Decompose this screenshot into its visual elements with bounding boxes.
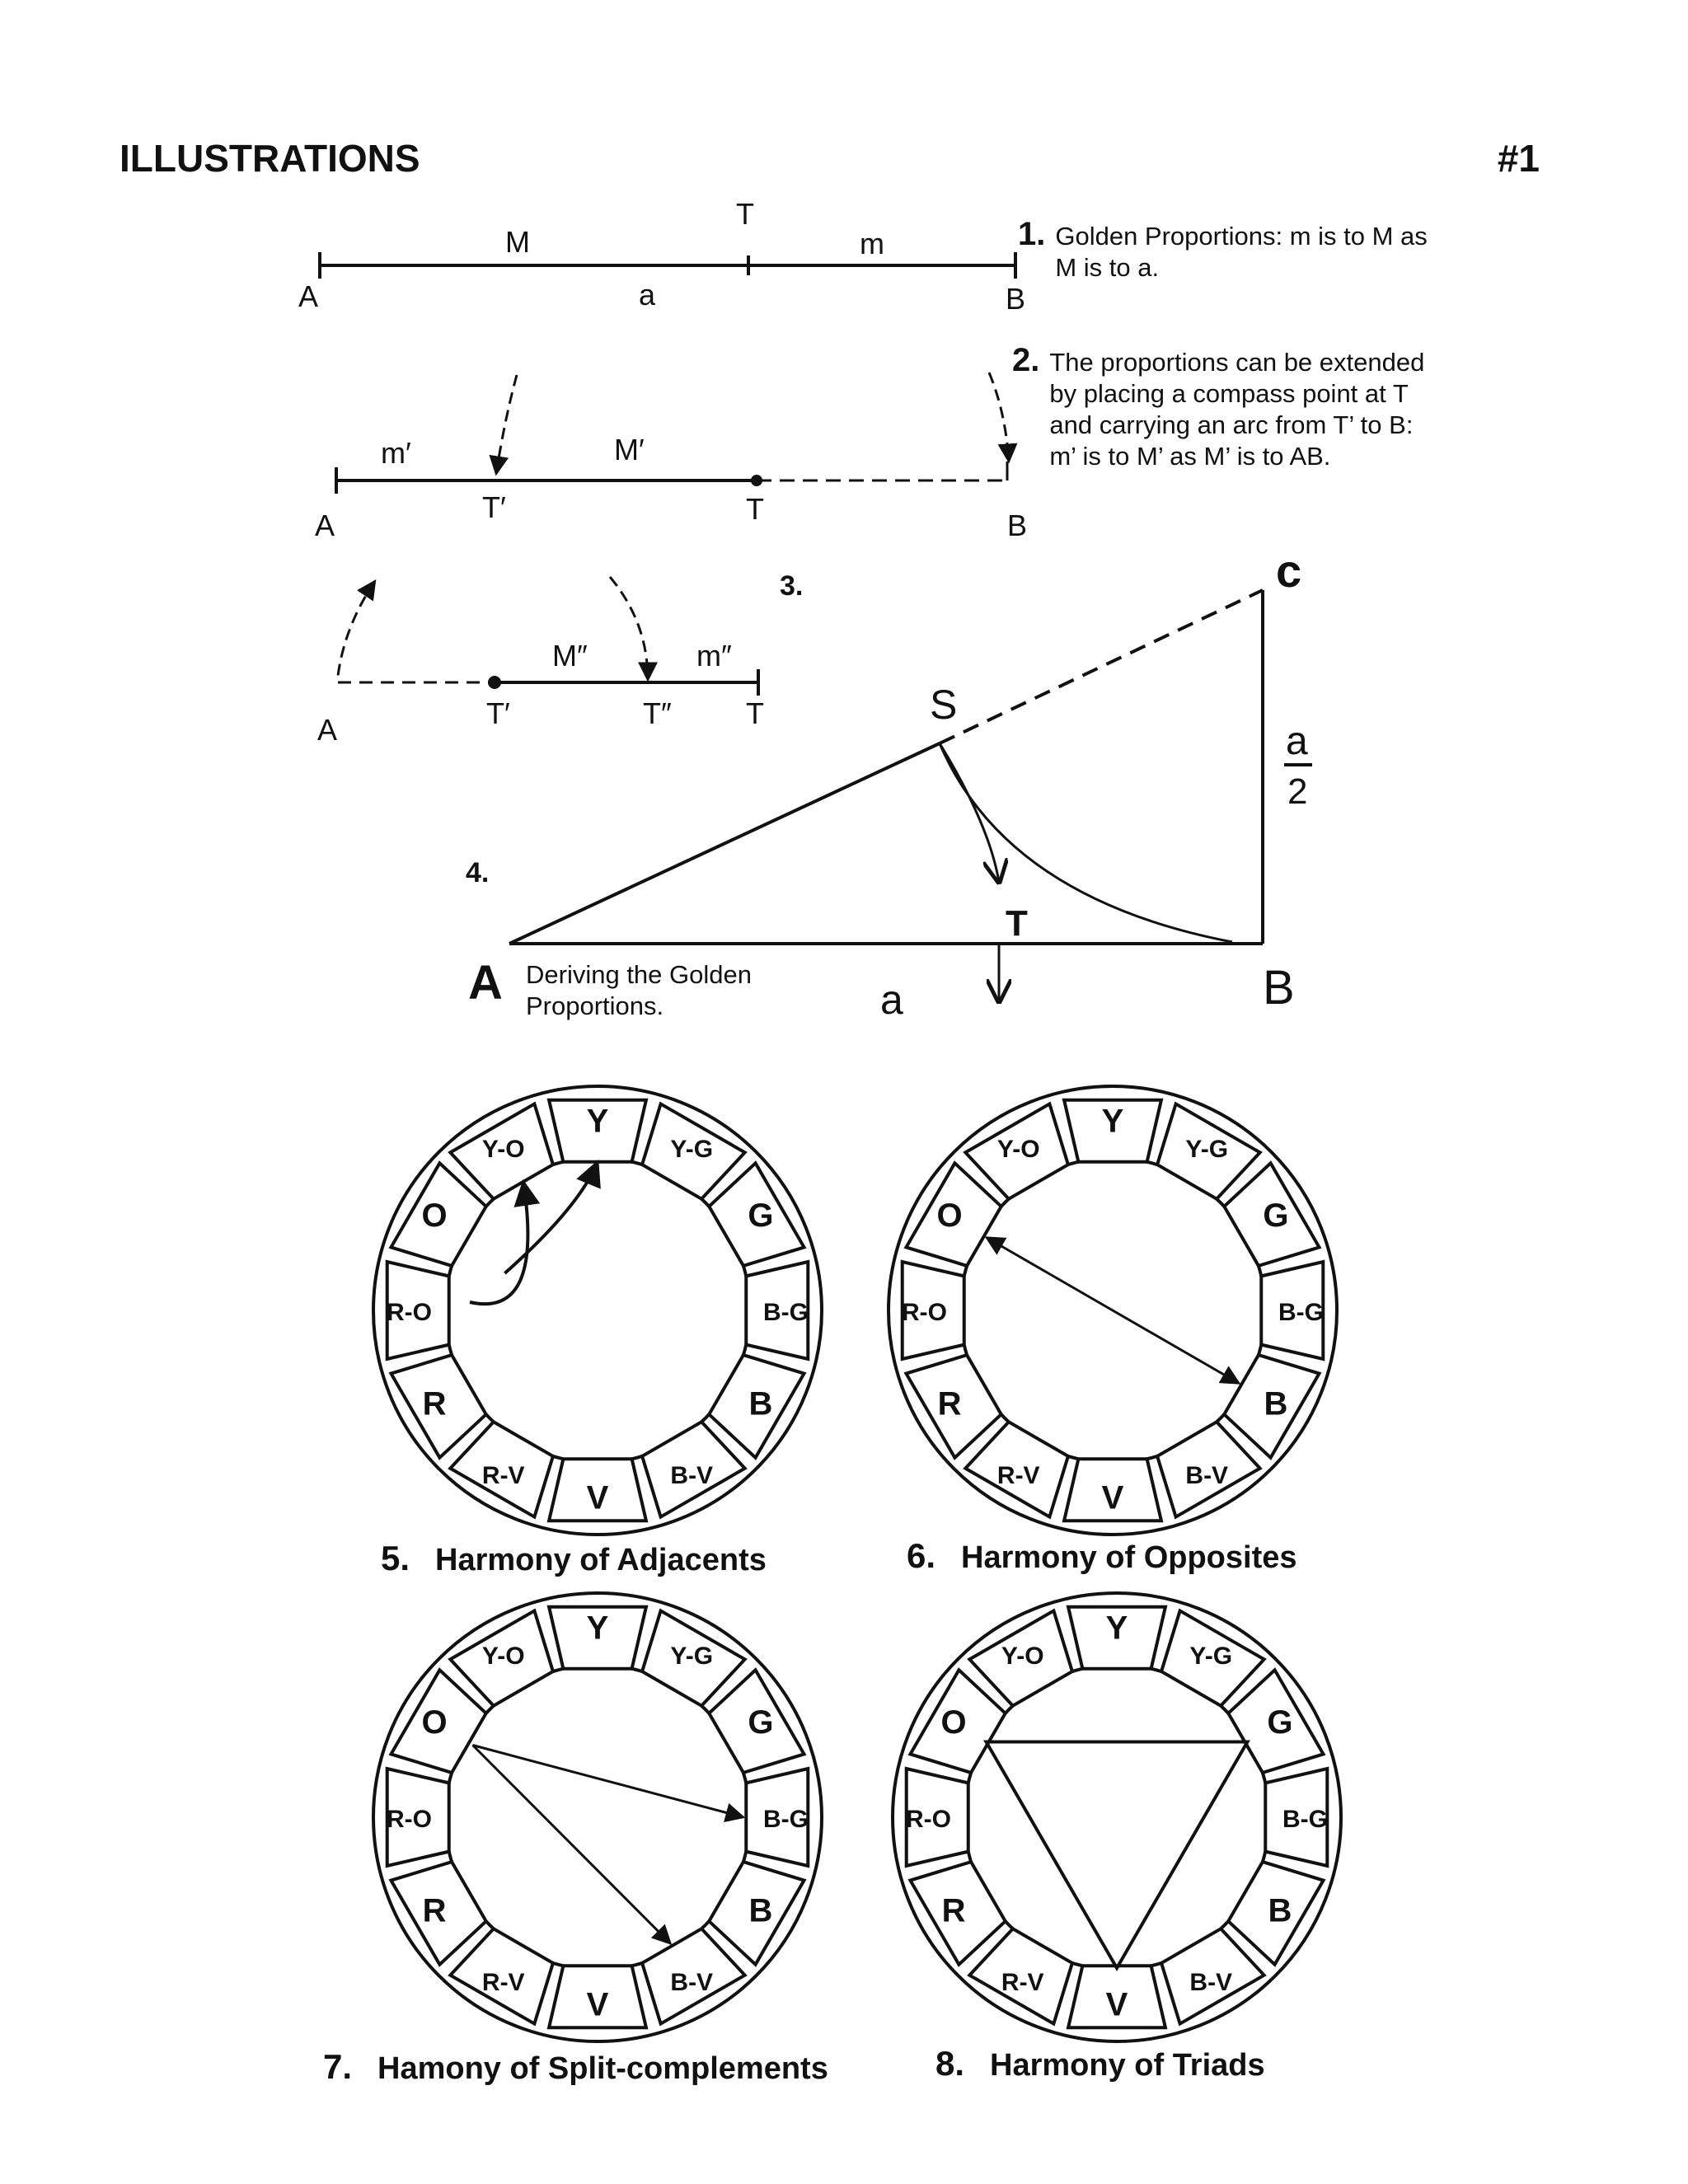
fig3-label-small-m-dprime: m″ xyxy=(696,639,732,673)
wheel-caption-number: 6. xyxy=(907,1536,936,1575)
wheel-segment-label-r-o: R-O xyxy=(387,1299,432,1326)
wheel-segment-label-o: O xyxy=(421,1197,448,1234)
color-wheel-split-complements xyxy=(323,1593,828,2086)
wheel-segment-label-b-v: B-V xyxy=(670,1461,714,1489)
fig4-number: 4. xyxy=(466,857,490,888)
color-wheel-adjacents xyxy=(373,1086,822,1577)
wheel-segment-label-y-o: Y-O xyxy=(1001,1643,1044,1671)
wheel-caption-number: 5. xyxy=(381,1539,410,1577)
fig4-label-a-length: a xyxy=(880,977,903,1023)
fig4-arc-s-to-b xyxy=(940,743,1232,942)
fig4-label-a-half-num: a xyxy=(1286,719,1308,763)
fig4-label-b-point: B xyxy=(1263,961,1295,1015)
wheel-segment-label-y: Y xyxy=(586,1610,609,1647)
wheel-segment-label-r-o: R-O xyxy=(906,1806,951,1833)
figure2-caption: The proportions can be extended by placing a compass point at T and carrying an arc from T’ to B: m’ is to M’ as M’ is to AB. xyxy=(1049,348,1425,471)
fig2-point-t xyxy=(753,476,761,485)
fig1-label-a-point: A xyxy=(298,279,319,313)
page-title: ILLUSTRATIONS xyxy=(120,137,420,180)
fig3-number: 3. xyxy=(780,570,804,602)
wheel-segment-label-g: G xyxy=(1267,1704,1293,1741)
fig3-label-t-dprime: T″ xyxy=(643,696,672,730)
page-number: #1 xyxy=(1497,137,1540,180)
figure1-caption: Golden Proportions: m is to M as M is to a. xyxy=(1055,222,1428,282)
color-wheels-group xyxy=(323,1086,1341,2086)
figure2-caption-number: 2. xyxy=(1012,342,1040,378)
wheel-segment-label-b: B xyxy=(748,1892,773,1929)
fig1-label-big-m: M xyxy=(505,225,530,259)
wheel-caption-title: Harmony of Opposites xyxy=(961,1540,1297,1575)
wheel-caption-number: 7. xyxy=(323,2047,353,2086)
figure3-extension xyxy=(338,577,758,696)
wheel-inner-ring xyxy=(445,1665,750,1970)
fig2-label-big-m-prime: M′ xyxy=(614,433,645,466)
wheel-segment-label-g: G xyxy=(748,1704,774,1741)
figure1-caption-number: 1. xyxy=(1018,216,1046,252)
fig2-label-b: B xyxy=(1007,509,1028,542)
fig3-arc-left xyxy=(338,581,375,676)
fig3-label-big-m-dprime: M″ xyxy=(552,639,588,673)
fig4-label-s: S xyxy=(930,682,958,728)
fig1-label-small-m: m xyxy=(860,227,884,260)
fig2-label-t: T xyxy=(746,492,764,526)
wheel-segment-label-r: R xyxy=(937,1385,962,1422)
wheel-segment-label-b-v: B-V xyxy=(1185,1461,1229,1489)
wheel-segment-label-b: B xyxy=(1264,1385,1288,1422)
wheel-segment-label-b-v: B-V xyxy=(670,1968,714,1996)
wheel-segment-label-r-v: R-V xyxy=(1001,1968,1044,1996)
wheel-segment-label-b-g: B-G xyxy=(763,1299,809,1326)
wheel-segment-label-r: R xyxy=(422,1385,447,1422)
wheel-segment-label-r-v: R-V xyxy=(996,1461,1040,1489)
wheel-segment-label-b: B xyxy=(748,1385,773,1422)
wheel-inner-ring xyxy=(964,1665,1269,1970)
fig4-label-c: c xyxy=(1276,545,1302,597)
wheel-segment-label-o: O xyxy=(421,1704,448,1741)
wheel-segment-label-y-o: Y-O xyxy=(996,1136,1040,1164)
wheel-segment-label-o: O xyxy=(936,1197,963,1234)
fig4-hypotenuse-sc xyxy=(940,590,1263,743)
fig3-point-t-prime xyxy=(490,677,499,687)
wheel-inner-ring xyxy=(445,1158,750,1463)
fig2-label-t-prime: T′ xyxy=(482,490,506,524)
figure4-triangle xyxy=(509,590,1263,1001)
fig4-label-a-point: A xyxy=(468,956,503,1010)
wheel-segment-label-g: G xyxy=(748,1197,774,1234)
wheel-segment-label-b: B xyxy=(1268,1892,1292,1929)
wheel-segment-label-r-v: R-V xyxy=(481,1968,525,1996)
figure1-labels xyxy=(298,197,1025,316)
wheel-segment-label-r-v: R-V xyxy=(481,1461,525,1489)
wheel-segment-label-y-o: Y-O xyxy=(481,1136,525,1164)
wheel-segment-label-b-g: B-G xyxy=(1282,1806,1328,1833)
fig1-label-t: T xyxy=(736,197,754,231)
wheel-segment-label-y-o: Y-O xyxy=(481,1643,525,1671)
wheel-segment-label-o: O xyxy=(940,1704,967,1741)
wheel-segment-label-v: V xyxy=(586,1479,609,1516)
wheel-caption-title: Harmony of Triads xyxy=(990,2048,1265,2083)
wheel-segment-label-v: V xyxy=(1105,1986,1128,2023)
wheel-caption-title: Hamony of Split-complements xyxy=(377,2051,828,2086)
wheel-segment-label-y-g: Y-G xyxy=(670,1643,714,1671)
wheel-segment-label-y: Y xyxy=(586,1103,609,1140)
wheel-segment-label-r-o: R-O xyxy=(387,1806,432,1833)
wheel-segment-label-y: Y xyxy=(1105,1610,1128,1647)
figure3-labels xyxy=(317,570,803,747)
wheel-segment-label-y: Y xyxy=(1101,1103,1124,1140)
wheel-segment-label-b-v: B-V xyxy=(1189,1968,1233,1996)
wheel-segment-label-y-g: Y-G xyxy=(670,1136,714,1164)
fig2-arc-left xyxy=(496,375,517,474)
fig3-arc-right xyxy=(610,577,648,680)
fig4-label-a-half-den: 2 xyxy=(1287,771,1308,812)
fig2-label-m-prime: m′ xyxy=(381,436,411,470)
wheel-segment-label-b-g: B-G xyxy=(1278,1299,1324,1326)
fig4-hypotenuse-as xyxy=(509,743,940,944)
wheel-segment-label-y-g: Y-G xyxy=(1189,1643,1233,1671)
fig3-label-t: T xyxy=(746,696,764,730)
wheel-caption-number: 8. xyxy=(935,2044,965,2083)
fig1-label-b-point: B xyxy=(1006,282,1026,316)
color-wheel-opposites xyxy=(889,1086,1337,1575)
wheel-segment-label-g: G xyxy=(1263,1197,1289,1234)
wheel-segment-label-r: R xyxy=(941,1892,966,1929)
color-wheel-triads xyxy=(893,1593,1341,2083)
wheel-segment-label-b-g: B-G xyxy=(763,1806,809,1833)
fig1-label-a-length: a xyxy=(639,278,656,312)
fig4-label-t: T xyxy=(1006,903,1028,944)
wheel-caption-title: Harmony of Adjacents xyxy=(435,1543,767,1577)
fig3-label-t-prime: T′ xyxy=(486,696,510,730)
figure4-caption: Deriving the Golden Proportions. xyxy=(526,960,752,1020)
fig3-label-a: A xyxy=(317,713,338,747)
figure4-labels xyxy=(466,545,1312,1023)
fig2-arc-right xyxy=(989,373,1009,462)
figure2-labels xyxy=(315,433,1027,542)
figure2-extension xyxy=(336,373,1009,494)
wheel-segment-label-y-g: Y-G xyxy=(1185,1136,1229,1164)
figure1-golden-proportion xyxy=(320,252,1015,279)
wheel-segment-label-r: R xyxy=(422,1892,447,1929)
wheel-segment-label-v: V xyxy=(586,1986,609,2023)
fig2-label-a: A xyxy=(315,509,335,542)
wheel-segment-label-v: V xyxy=(1101,1479,1124,1516)
wheel-segment-label-r-o: R-O xyxy=(902,1299,947,1326)
